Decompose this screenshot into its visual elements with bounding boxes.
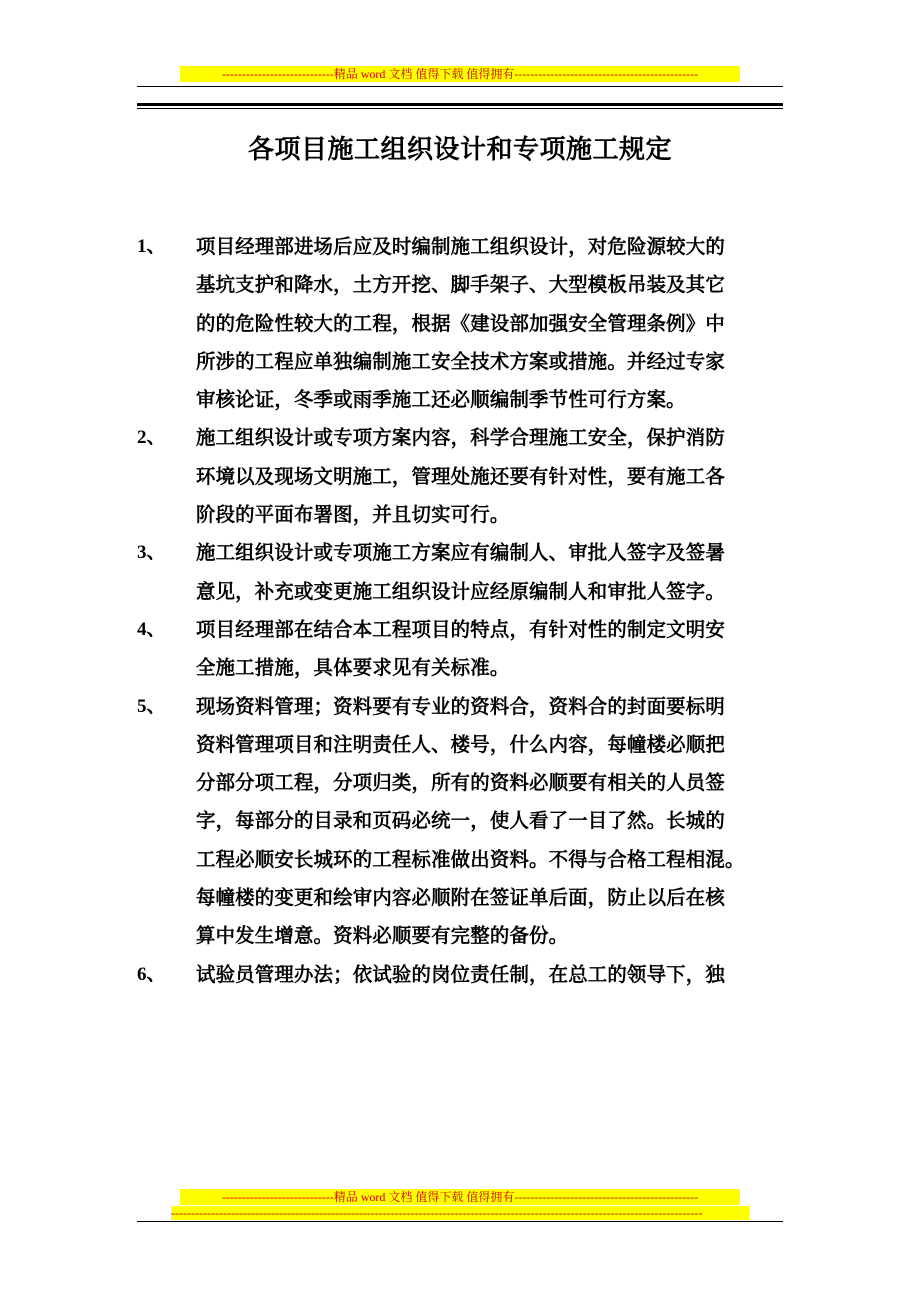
- item-text: [196, 688, 786, 956]
- item-number: 1、: [137, 236, 166, 257]
- item-text-line: 阶段的平面布署图，并且切实可行。: [196, 503, 510, 527]
- item-text-line: 施工组织设计或专项方案内容，科学合理施工安全，保护消防: [196, 426, 725, 450]
- item-text: [196, 956, 786, 994]
- item-number: 6、: [137, 963, 166, 985]
- item-text-line: 全施工措施，具体要求见有关标准。: [196, 656, 510, 680]
- header-banner: ----------------------------精品 word 文档 值得下载 值得拥有----------------------------------------------: [180, 66, 740, 82]
- item-text: [196, 611, 786, 688]
- item-text-line: 算中发生增意。资料必顺要有完整的备份。: [196, 924, 569, 948]
- item-text-line: 试验员管理办法；依试验的岗位责任制，在总工的领导下，独: [196, 962, 725, 986]
- item-number: 5、: [137, 695, 166, 717]
- item-text: [196, 534, 786, 611]
- item-text-line: 的的危险性较大的工程，根据《建设部加强安全管理条例》中: [196, 311, 725, 335]
- header-rule: [137, 86, 783, 87]
- item-text-line: 施工组织设计或专项施工方案应有编制人、审批人签字及签暑: [196, 541, 725, 565]
- item-list: [137, 228, 797, 994]
- item-text-line: 现场资料管理；资料要有专业的资料合，资料合的封面要标明: [196, 694, 725, 718]
- item-number: 2、: [137, 427, 166, 449]
- item-text: [196, 419, 786, 534]
- footer-dash-line: -------------------------------------------------------------------------------------------------------------------------------------: [171, 1206, 749, 1220]
- list-item: [137, 956, 797, 994]
- header-double-rule-thick: [137, 103, 783, 106]
- item-text-line: 分部分项工程，分项归类，所有的资料必顺要有相关的人员签: [196, 771, 725, 795]
- item-text-line: 审核论证，冬季或雨季施工还必顺编制季节性可行方案。: [196, 388, 686, 412]
- item-text-line: 基坑支护和降水，土方开挖、脚手架子、大型模板吊装及其它: [196, 273, 725, 297]
- item-text-line: 工程必顺安长城环的工程标准做出资料。不得与合格工程相混。: [196, 847, 745, 871]
- item-number: 3、: [137, 542, 166, 564]
- item-text-line: 意见，补充或变更施工组织设计应经原编制人和审批人签字。: [196, 579, 725, 603]
- item-text: [196, 228, 786, 419]
- list-item: [137, 611, 797, 688]
- document-title: 各项目施工组织设计和专项施工规定: [247, 135, 672, 165]
- item-text-line: 环境以及现场文明施工，管理处施还要有针对性，要有施工各: [196, 464, 725, 488]
- item-text-line: 项目经理部在结合本工程项目的特点，有针对性的制定文明安: [196, 617, 725, 641]
- item-text-line: 资料管理项目和注明责任人、楼号，什么内容，每幢楼必顺把: [196, 732, 725, 756]
- list-item: [137, 228, 797, 419]
- list-item: [137, 534, 797, 611]
- list-item: [137, 419, 797, 534]
- item-number: 4、: [137, 618, 166, 640]
- header-double-rule-thin: [137, 108, 783, 109]
- list-item: [137, 688, 797, 956]
- footer-banner: ----------------------------精品 word 文档 值得下载 值得拥有----------------------------------------------: [180, 1189, 740, 1205]
- item-text-line: 所涉的工程应单独编制施工安全技术方案或措施。并经过专家: [196, 349, 725, 373]
- footer-rule: [137, 1221, 783, 1222]
- item-text-line: 字，每部分的目录和页码必统一，使人看了一目了然。长城的: [196, 809, 725, 833]
- item-text-line: 项目经理部进场后应及时编制施工组织设计，对危险源较大的: [196, 235, 725, 258]
- item-text-line: 每幢楼的变更和绘审内容必顺附在签证单后面，防止以后在核: [196, 886, 725, 910]
